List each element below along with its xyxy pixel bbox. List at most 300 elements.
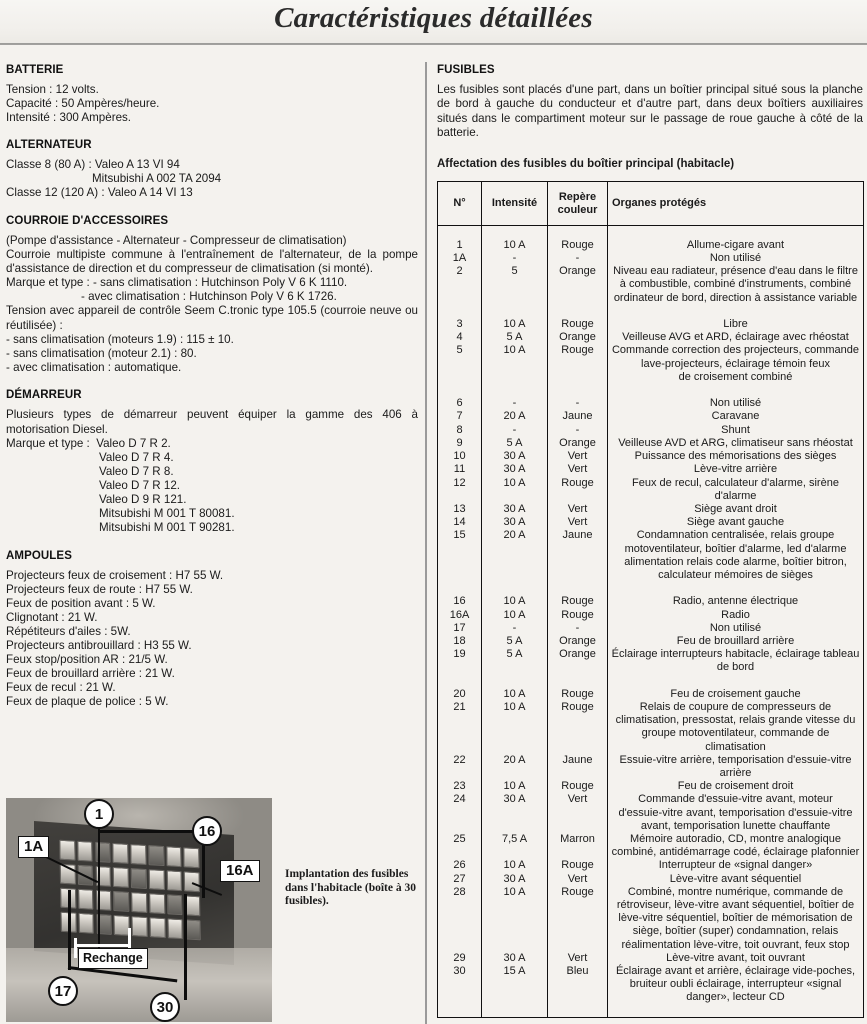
callout-circle-17: 17 [48, 976, 78, 1006]
fuse-number-cell [438, 278, 482, 291]
fuse-intensity-cell [482, 543, 548, 556]
fuse-row [438, 463, 864, 476]
fuse-row [438, 239, 864, 252]
fuse-number-cell: 1 [438, 239, 482, 252]
fuse-intensity-cell: 10 A [482, 701, 548, 714]
batterie-line-tension: Tension : 12 volts. [6, 83, 99, 96]
callout-circle-16: 16 [192, 816, 222, 846]
fuse-color-cell: Jaune [548, 754, 608, 767]
demarreur-line-3: Valeo D 7 R 12. [99, 479, 180, 493]
fuse-row [438, 754, 864, 767]
fuse-color-cell [548, 714, 608, 727]
fuse-organs-cell: rétroviseur, lève-vitre avant séquentiel, boîtier de [616, 898, 855, 911]
fuse-row [438, 873, 864, 886]
ampoules-line-6: Feux stop/position AR : 21/5 W. [6, 653, 168, 667]
fuse-intensity-cell [482, 978, 548, 991]
fuse-organs-cell: Commande d'essuie-vitre avant, moteur [638, 793, 833, 806]
spacer-cell [608, 582, 864, 595]
fuse-organs-cell: Lève-vitre avant séquentiel [669, 872, 802, 885]
fuse-row [438, 344, 864, 357]
fuse-number-cell: 15 [438, 529, 482, 542]
fuse-chip [59, 840, 75, 861]
section-courroie [6, 215, 418, 376]
fuse-number-cell: 25 [438, 833, 482, 846]
fuse-intensity-cell [482, 899, 548, 912]
fuse-number-cell: 12 [438, 477, 482, 503]
fuse-intensity-cell [482, 661, 548, 674]
fuse-intensity-cell: 30 A [482, 952, 548, 965]
fuse-number-cell: 1A [438, 252, 482, 265]
section-heading-fusibles: FUSIBLES [437, 64, 495, 76]
fuse-color-cell: Vert [548, 793, 608, 806]
fuse-chip [131, 868, 147, 889]
fuse-row [438, 859, 864, 872]
ampoules-line-1: Projecteurs feux de route : H7 55 W. [6, 582, 193, 596]
fuse-row-continuation [438, 807, 864, 820]
right-column [437, 64, 863, 1018]
leader-line-17-vert [68, 890, 71, 970]
fuse-organs-cell: Interrupteur de «signal danger» [658, 859, 813, 872]
fuse-intensity-cell: - [482, 397, 548, 410]
fuse-organs-cell: Feu de croisement gauche [670, 687, 801, 700]
fuse-color-cell: Orange [548, 648, 608, 661]
spacer-cell [608, 226, 864, 239]
fuse-color-cell: Orange [548, 437, 608, 450]
courroie-line-sans-clim-21: - sans climatisation (moteur 2.1) : 80. [6, 347, 197, 361]
fuse-row-continuation [438, 820, 864, 833]
fuse-organs-cell: de bord [716, 661, 755, 674]
fuse-number-cell: 5 [438, 344, 482, 357]
fuse-number-cell: 3 [438, 318, 482, 331]
fuse-color-cell [548, 925, 608, 938]
fuse-number-cell: 13 [438, 503, 482, 516]
fuse-number-cell: 22 [438, 754, 482, 767]
fuse-intensity-cell [482, 714, 548, 727]
fuse-intensity-cell: - [482, 252, 548, 265]
fuse-number-cell [438, 727, 482, 753]
fuse-chip [167, 894, 183, 915]
fuse-row-continuation [438, 991, 864, 1004]
fuse-table [437, 181, 864, 1018]
callout-box-rechange: Rechange [78, 948, 148, 969]
fuse-color-cell: Rouge [548, 595, 608, 608]
fuse-number-cell: 11 [438, 463, 482, 476]
fuse-row-continuation [438, 846, 864, 859]
title-band [0, 0, 867, 44]
fuse-row-continuation [438, 569, 864, 582]
fuse-intensity-cell: 10 A [482, 318, 548, 331]
fuse-row-continuation [438, 371, 864, 384]
fuse-organs-cell: danger», lecteur CD [686, 991, 785, 1004]
courroie-line-marque: Marque et type : - sans climatisation : Hutchinson Poly V 6 K 1110. [6, 276, 348, 290]
fuse-row [438, 648, 864, 661]
demarreur-line-2: Valeo D 7 R 8. [99, 465, 174, 479]
spacer-cell [438, 582, 482, 595]
fuse-number-cell: 14 [438, 516, 482, 529]
fuse-color-cell: - [548, 397, 608, 410]
fuse-intensity-cell: 10 A [482, 886, 548, 899]
fuse-table-head [438, 182, 864, 226]
fuse-number-cell: 28 [438, 886, 482, 899]
alternateur-line-classe8: Classe 8 (80 A) : Valeo A 13 VI 94 [6, 158, 180, 172]
fuse-color-cell [548, 899, 608, 912]
fuse-intensity-cell [482, 727, 548, 753]
fuse-number-cell: 27 [438, 873, 482, 886]
fuse-chip [167, 918, 183, 939]
fuse-organs-cell: lève-vitre séquentiel, boîtier de mémorisation de [618, 912, 853, 925]
fuse-chip [77, 841, 93, 862]
fuse-organs-cell: Lève-vitre arrière [693, 463, 778, 476]
fuse-organs-cell: réalimentation lève-vitre, toit ouvrant, feux stop [621, 938, 850, 951]
alternateur-line-mitsubishi: Mitsubishi A 002 TA 2094 [92, 172, 222, 186]
fuse-number-cell: 30 [438, 965, 482, 978]
fuse-organs-cell: Combiné, montre numérique, commande de [627, 885, 844, 898]
courroie-line-avec-clim: - avec climatisation : Hutchinson Poly V 6 K 1726. [81, 290, 337, 304]
fuse-number-cell [438, 371, 482, 384]
callout-circle-30: 30 [150, 992, 180, 1022]
fuse-number-cell [438, 939, 482, 952]
fuse-number-cell [438, 661, 482, 674]
section-batterie [6, 64, 418, 125]
fuse-color-cell: - [548, 622, 608, 635]
fuse-organs-cell: arrière [719, 766, 752, 779]
fuse-intensity-cell: 7,5 A [482, 833, 548, 846]
fuse-number-cell: 10 [438, 450, 482, 463]
fuse-intensity-cell: 10 A [482, 239, 548, 252]
fuse-color-cell: Marron [548, 833, 608, 846]
demarreur-line-4: Valeo D 9 R 121. [99, 493, 187, 507]
fuse-intensity-cell: 15 A [482, 965, 548, 978]
fuse-organs-cell: Non utilisé [709, 252, 762, 265]
fuse-color-cell [548, 543, 608, 556]
fuse-row [438, 424, 864, 437]
fuse-organs-cell: Caravane [711, 410, 760, 423]
fuse-color-cell: Vert [548, 516, 608, 529]
callout-box-16a: 16A [220, 860, 260, 882]
fuse-organs-cell: Shunt [721, 423, 750, 436]
fuse-intensity-cell [482, 371, 548, 384]
spacer-cell [482, 582, 548, 595]
fuse-row [438, 450, 864, 463]
fuse-intensity-cell: 30 A [482, 793, 548, 806]
fuse-color-cell: Rouge [548, 780, 608, 793]
spacer-cell [548, 582, 608, 595]
courroie-line-sans-clim-19: - sans climatisation (moteurs 1.9) : 115 ± 10. [6, 333, 234, 347]
fuse-organs-cell: Puissance des mémorisations des sièges [634, 450, 837, 463]
fuse-row-continuation [438, 543, 864, 556]
spacer-cell [608, 1005, 864, 1018]
section-alternateur [6, 139, 418, 200]
fuse-color-cell: - [548, 424, 608, 437]
fuse-intensity-cell [482, 991, 548, 1004]
demarreur-line-0: Marque et type : Valeo D 7 R 2. [6, 436, 171, 450]
fusebox-photo [6, 798, 272, 1022]
fuse-intensity-cell [482, 912, 548, 925]
fuse-color-cell: Orange [548, 635, 608, 648]
demarreur-line-6: Mitsubishi M 001 T 90281. [99, 521, 235, 535]
fuse-chip [130, 844, 146, 865]
left-column [6, 64, 418, 724]
fuse-chip [78, 889, 94, 910]
fuse-row [438, 688, 864, 701]
fuse-color-cell: Bleu [548, 965, 608, 978]
fuse-row [438, 886, 864, 899]
table-spacer-row [438, 582, 864, 595]
fuse-number-cell: 7 [438, 410, 482, 423]
fuse-row-continuation [438, 292, 864, 305]
fuse-chip [113, 867, 129, 888]
fuse-organs-cell: groupe motoventilateur, commande de climatisation [641, 727, 830, 753]
fuse-intensity-cell: 10 A [482, 344, 548, 357]
fuse-number-cell [438, 569, 482, 582]
fuse-intensity-cell: 10 A [482, 609, 548, 622]
fuse-row-continuation [438, 912, 864, 925]
fuse-chip [184, 847, 200, 868]
spacer-cell [548, 226, 608, 239]
fuse-number-cell: 24 [438, 793, 482, 806]
fuse-number-cell: 16 [438, 595, 482, 608]
spacer-cell [548, 305, 608, 318]
fuse-number-cell [438, 978, 482, 991]
ampoules-line-5: Projecteurs antibrouillard : H3 55 W. [6, 639, 192, 653]
fuse-organs-cell: Veilleuse AVD et ARG, climatiseur sans rhéostat [618, 436, 853, 449]
column-divider [425, 62, 427, 1024]
fuse-intensity-cell: 5 A [482, 437, 548, 450]
spacer-cell [438, 305, 482, 318]
fuse-organs-cell: Non utilisé [709, 621, 762, 634]
fuse-number-cell [438, 846, 482, 859]
fuse-number-cell [438, 991, 482, 1004]
fuse-number-cell: 26 [438, 859, 482, 872]
fuse-number-cell [438, 767, 482, 780]
fuse-color-cell: Rouge [548, 609, 608, 622]
fuse-table-header-row [438, 182, 864, 226]
fuse-organs-cell: calculateur mémoires de sièges [658, 568, 813, 581]
fuse-color-cell [548, 556, 608, 569]
batterie-line-capacite: Capacité : 50 Ampères/heure. [6, 97, 160, 111]
fuse-chip [148, 845, 164, 866]
fuse-intensity-cell [482, 556, 548, 569]
batterie-line-intensite: Intensité : 300 Ampères. [6, 111, 132, 125]
fuse-color-cell [548, 767, 608, 780]
fuse-organs-cell: Siège avant droit [694, 502, 777, 515]
spacer-cell [482, 226, 548, 239]
fuse-organs-cell: Allume-cigare avant [686, 238, 785, 251]
ampoules-line-0: Projecteurs feux de croisement : H7 55 W. [6, 568, 224, 582]
spacer-cell [482, 1005, 548, 1018]
spacer-cell [438, 675, 482, 688]
fuse-color-cell [548, 991, 608, 1004]
fuse-row [438, 635, 864, 648]
fuse-row [438, 410, 864, 423]
page-title: Caractéristiques détaillées [274, 2, 593, 34]
fuse-chip [149, 917, 165, 938]
fuse-color-cell [548, 569, 608, 582]
fuse-table-body [438, 226, 864, 1018]
fuse-color-cell [548, 292, 608, 305]
col-header-repere-couleur [548, 182, 608, 226]
fuse-organs-cell: Radio [721, 608, 750, 621]
spacer-cell [548, 384, 608, 397]
fuse-row [438, 952, 864, 965]
fuse-color-cell: Rouge [548, 859, 608, 872]
fuse-row [438, 477, 864, 503]
spacer-cell [482, 675, 548, 688]
fuse-color-cell: Orange [548, 331, 608, 344]
fuse-organs-cell: avant, temporisation lunette chauffante [640, 819, 831, 832]
fuse-intensity-cell: 5 [482, 265, 548, 278]
courroie-subtitle: (Pompe d'assistance - Alternateur - Compresseur de climatisation) [6, 233, 347, 247]
fuse-row [438, 516, 864, 529]
fuse-color-cell: Rouge [548, 344, 608, 357]
fuse-chip [149, 869, 165, 890]
fuse-row-continuation [438, 278, 864, 291]
fuse-row [438, 437, 864, 450]
fuse-intensity-cell: - [482, 622, 548, 635]
fuse-color-cell [548, 978, 608, 991]
fuse-row-continuation [438, 714, 864, 727]
fuse-row [438, 503, 864, 516]
fuse-number-cell [438, 925, 482, 938]
fuse-organs-cell: Niveau eau radiateur, présence d'eau dans le filtre [613, 265, 858, 278]
fuse-chip [149, 893, 165, 914]
fuse-organs-cell: combiné, antidémarrage codé, éclairage plafonnier [611, 846, 860, 859]
fuse-intensity-cell: 30 A [482, 463, 548, 476]
fuse-organs-cell: Non utilisé [709, 397, 762, 410]
fuse-intensity-cell [482, 939, 548, 952]
fuse-organs-cell: Radio, antenne électrique [672, 595, 799, 608]
fusibles-intro: Les fusibles sont placés d'une part, dans un boîtier principal situé sous la planche de bord à gauche du conducteur et d'autre part, dans deux boîtiers auxiliaires situés dans le compartiment moteur sur le passage de roue gauche à côté de la batterie. [437, 83, 863, 139]
fuse-intensity-cell [482, 846, 548, 859]
fuse-row [438, 331, 864, 344]
fuse-number-cell [438, 714, 482, 727]
fuse-color-cell: Rouge [548, 477, 608, 503]
fuse-intensity-cell: 5 A [482, 331, 548, 344]
alternateur-line-classe12: Classe 12 (120 A) : Valeo A 14 VI 13 [6, 186, 193, 200]
fuse-row [438, 622, 864, 635]
fuse-color-cell: Vert [548, 450, 608, 463]
fuse-color-cell: Rouge [548, 886, 608, 899]
fuse-row-continuation [438, 978, 864, 991]
ampoules-line-8: Feux de recul : 21 W. [6, 681, 116, 695]
fuse-color-cell: Rouge [548, 239, 608, 252]
section-heading-alternateur: ALTERNATEUR [6, 139, 92, 152]
leader-line-30 [184, 894, 187, 1000]
fuse-intensity-cell [482, 278, 548, 291]
fuse-row [438, 780, 864, 793]
fuse-organs-cell: à combustible, combiné d'instruments, combiné [619, 278, 852, 291]
fuse-color-cell: Rouge [548, 688, 608, 701]
col-header-repere-line2: couleur [557, 203, 598, 216]
fuse-organs-cell: Mémoire autoradio, CD, montre analogique [630, 832, 841, 845]
col-header-repere-line1: Repère [558, 191, 597, 204]
fuse-intensity-cell: 10 A [482, 477, 548, 503]
fuse-organs-cell: Condamnation centralisée, relais groupe [636, 529, 835, 542]
spacer-cell [548, 675, 608, 688]
col-header-intensite: Intensité [482, 182, 548, 226]
callout-box-1a: 1A [18, 836, 49, 858]
fuse-organs-cell: climatisation, pressostat, relais grande vitesse du [615, 714, 856, 727]
fuse-organs-cell: siège, boîtier (super) condamnation, relais [632, 925, 839, 938]
table-spacer-row [438, 384, 864, 397]
fuse-number-cell [438, 556, 482, 569]
fuse-intensity-cell: 10 A [482, 780, 548, 793]
fuse-table-title: Affectation des fusibles du boîtier principal (habitacle) [437, 158, 735, 171]
ampoules-line-4: Répétiteurs d'ailes : 5W. [6, 624, 131, 638]
fuse-organs-cell: Veilleuse AVG et ARD, éclairage avec rhéostat [622, 331, 849, 344]
fuse-number-cell [438, 820, 482, 833]
fuse-chip [131, 892, 147, 913]
fuse-chip [113, 843, 129, 864]
spacer-cell [438, 384, 482, 397]
table-spacer-row [438, 1005, 864, 1018]
fuse-row-continuation [438, 358, 864, 371]
fuse-row [438, 965, 864, 978]
fuse-number-cell: 19 [438, 648, 482, 661]
fuse-color-cell: Vert [548, 503, 608, 516]
fuse-number-cell: 4 [438, 331, 482, 344]
fuse-organs-cell: Essuie-vitre arrière, temporisation d'essuie-vitre [619, 753, 852, 766]
fuse-row-continuation [438, 661, 864, 674]
fuse-intensity-cell [482, 807, 548, 820]
fuse-number-cell: 17 [438, 622, 482, 635]
fuse-intensity-cell: 10 A [482, 859, 548, 872]
spacer-cell [438, 226, 482, 239]
section-demarreur [6, 389, 418, 535]
fuse-organs-cell: Relais de coupure de compresseurs de [639, 700, 832, 713]
table-spacer-row [438, 226, 864, 239]
fuse-number-cell: 21 [438, 701, 482, 714]
fuse-chip [113, 891, 129, 912]
fuse-chip [132, 916, 148, 937]
fuse-color-cell [548, 727, 608, 753]
fuse-color-cell: Vert [548, 463, 608, 476]
section-heading-demarreur: DÉMARREUR [6, 389, 82, 402]
fuse-row-continuation [438, 556, 864, 569]
fuse-row [438, 265, 864, 278]
fuse-number-cell: 23 [438, 780, 482, 793]
fuse-organs-cell: Feu de brouillard arrière [676, 634, 795, 647]
fuse-row [438, 595, 864, 608]
fuse-color-cell: Rouge [548, 701, 608, 714]
fuse-organs-cell: Siège avant gauche [686, 516, 785, 529]
fuse-intensity-cell: 5 A [482, 648, 548, 661]
ampoules-line-3: Clignotant : 21 W. [6, 610, 98, 624]
fuse-color-cell: Vert [548, 952, 608, 965]
fuse-color-cell: Jaune [548, 529, 608, 542]
fuse-row-continuation [438, 899, 864, 912]
fuse-row [438, 701, 864, 714]
section-ampoules [6, 550, 418, 710]
fuse-color-cell [548, 278, 608, 291]
demarreur-paragraph: Plusieurs types de démarreur peuvent équiper la gamme des 406 à motorisation Diesel. [6, 408, 418, 436]
fuse-color-cell [548, 661, 608, 674]
fuse-organs-cell: ordinateur de bord, direction à assistance variable [613, 291, 858, 304]
fuse-row-continuation [438, 939, 864, 952]
section-heading-courroie: COURROIE D'ACCESSOIRES [6, 214, 169, 227]
fuse-intensity-cell [482, 292, 548, 305]
fuse-number-cell [438, 807, 482, 820]
leader-line-rechange-left [74, 938, 77, 958]
fuse-organs-cell: Libre [723, 318, 748, 331]
fuse-row-continuation [438, 767, 864, 780]
spacer-cell [482, 305, 548, 318]
fuse-color-cell [548, 820, 608, 833]
spacer-cell [608, 384, 864, 397]
callout-circle-1: 1 [84, 799, 114, 829]
fuse-organs-cell: alimentation relais code alarme, boîtier bitron, [624, 555, 847, 568]
fuse-organs-cell: Feux de recul, calculateur d'alarme, sirène d'alarme [632, 476, 839, 502]
